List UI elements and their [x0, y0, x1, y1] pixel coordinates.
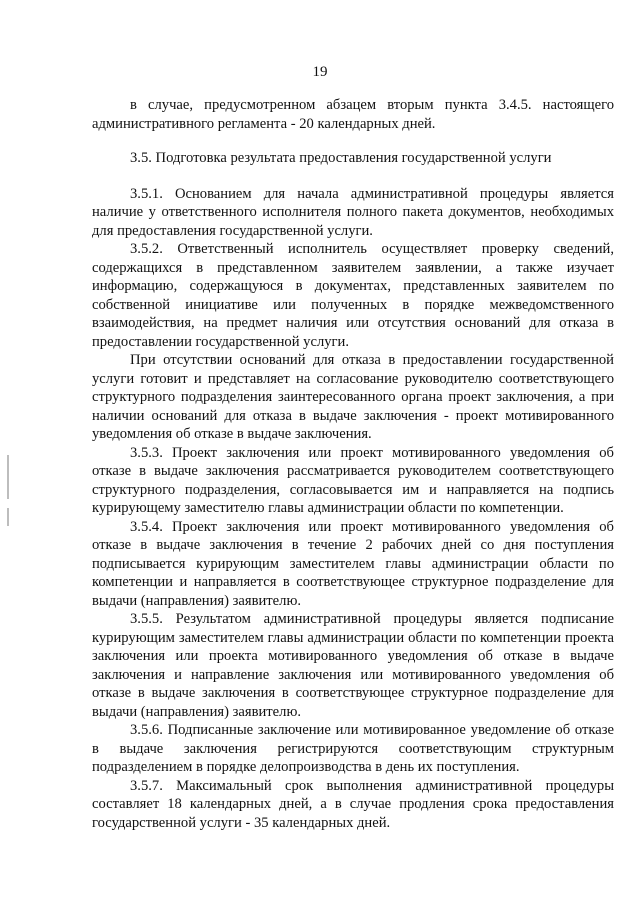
paragraph-3-5-5: 3.5.5. Результатом административной процедуры является подписание курирующим заместителем главы администрации области по компетенции проекта заключения или проекта мотивированного уведомления об отказе в выдаче заключения и направление заключения или мотивированного уведомления об отказе в выдаче заключения в соответствующее структурное подразделение для выдачи (направления) заявителю. — [92, 611, 614, 720]
document-body — [92, 96, 614, 832]
paragraph-3-5-1: 3.5.1. Основанием для начала административной процедуры является наличие у ответственного исполнителя полного пакета документов, необходимых для предоставления государственной услуги. — [92, 185, 614, 239]
binding-edge-mark — [7, 508, 9, 526]
page-number: 19 — [312, 64, 328, 80]
paragraph-3-5-3: 3.5.3. Проект заключения или проект мотивированного уведомления об отказе в выдаче заключения рассматривается руководителем соответствующего структурного подразделения, согласовывается им и направляется на подпись курирующему заместителю главы администрации области по компетенции. — [92, 444, 614, 516]
paragraph-intro: в случае, предусмотренном абзацем вторым пункта 3.4.5. настоящего административного регламента - 20 календарных дней. — [92, 97, 614, 132]
paragraph-3-5-7: 3.5.7. Максимальный срок выполнения административной процедуры составляет 18 календарных дней, а в случае продления срока предоставления государственной услуги - 35 календарных дней. — [92, 777, 614, 831]
section-heading: 3.5. Подготовка результата предоставления государственной услуги — [130, 150, 552, 166]
paragraph-3-5-4: 3.5.4. Проект заключения или проект мотивированного уведомления об отказе в выдаче заключения в течение 2 рабочих дней со дня поступления подписывается курирующим заместителем главы администрации области по компетенции и направляется в соответствующее структурное подразделение для выдачи (направления) заявителю. — [92, 518, 614, 609]
binding-edge-mark — [7, 455, 9, 499]
paragraph-3-5-6: 3.5.6. Подписанные заключение или мотивированное уведомление об отказе в выдаче заключения регистрируются соответствующим структурным подразделением в порядке делопроизводства в день их поступления. — [92, 722, 614, 775]
paragraph-3-5-2: 3.5.2. Ответственный исполнитель осуществляет проверку сведений, содержащихся в представленном заявителем заявлении, а также изучает информацию, содержащуюся в документах, представленных заявителем по собственной инициативе или полученных в порядке межведомственного взаимодействия, на предмет наличия или отсутствия оснований для отказа в предоставлении государственной услуги. — [92, 241, 614, 350]
paragraph-3-5-2-continued: При отсутствии оснований для отказа в предоставлении государственной услуги готовит и представляет на согласование руководителю соответствующего структурного подразделения заинтересованного органа проект заключения, а при наличии оснований для отказа в выдаче заключения - проект мотивированного уведомления об отказе в выдаче заключения. — [92, 352, 614, 442]
